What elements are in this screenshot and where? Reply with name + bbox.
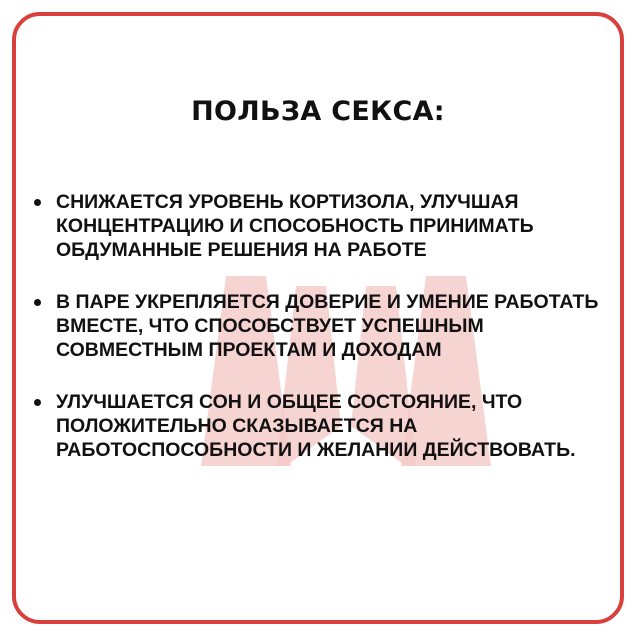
bullet-icon — [34, 199, 41, 206]
list-item-text: В ПАРЕ УКРЕПЛЯЕТСЯ ДОВЕРИЕ И УМЕНИЕ РАБОТАТЬ ВМЕСТЕ, ЧТО СПОСОБСТВУЕТ УСПЕШНЫМ СОВМЕСТНЫМ ПРОЕКТАМ И ДОХОДАМ — [56, 291, 599, 361]
bullet-icon — [34, 299, 41, 306]
list-item — [34, 290, 614, 362]
page-title: ПОЛЬЗА СЕКСА: — [191, 96, 445, 127]
list-item — [34, 190, 614, 262]
list-item-text: СНИЖАЕТСЯ УРОВЕНЬ КОРТИЗОЛА, УЛУЧШАЯ КОНЦЕНТРАЦИЮ И СПОСОБНОСТЬ ПРИНИМАТЬ ОБДУМАННЫЕ РЕШЕНИЯ НА РАБОТЕ — [56, 191, 534, 261]
benefits-list — [34, 190, 614, 490]
list-item-text: УЛУЧШАЕТСЯ СОН И ОБЩЕЕ СОСТОЯНИЕ, ЧТО ПОЛОЖИТЕЛЬНО СКАЗЫВАЕТСЯ НА РАБОТОСПОСОБНОСТИ И ЖЕЛАНИИ ДЕЙСТВОВАТЬ. — [56, 391, 576, 461]
content-card — [12, 12, 624, 624]
bullet-icon — [34, 399, 41, 406]
list-item — [34, 390, 614, 462]
